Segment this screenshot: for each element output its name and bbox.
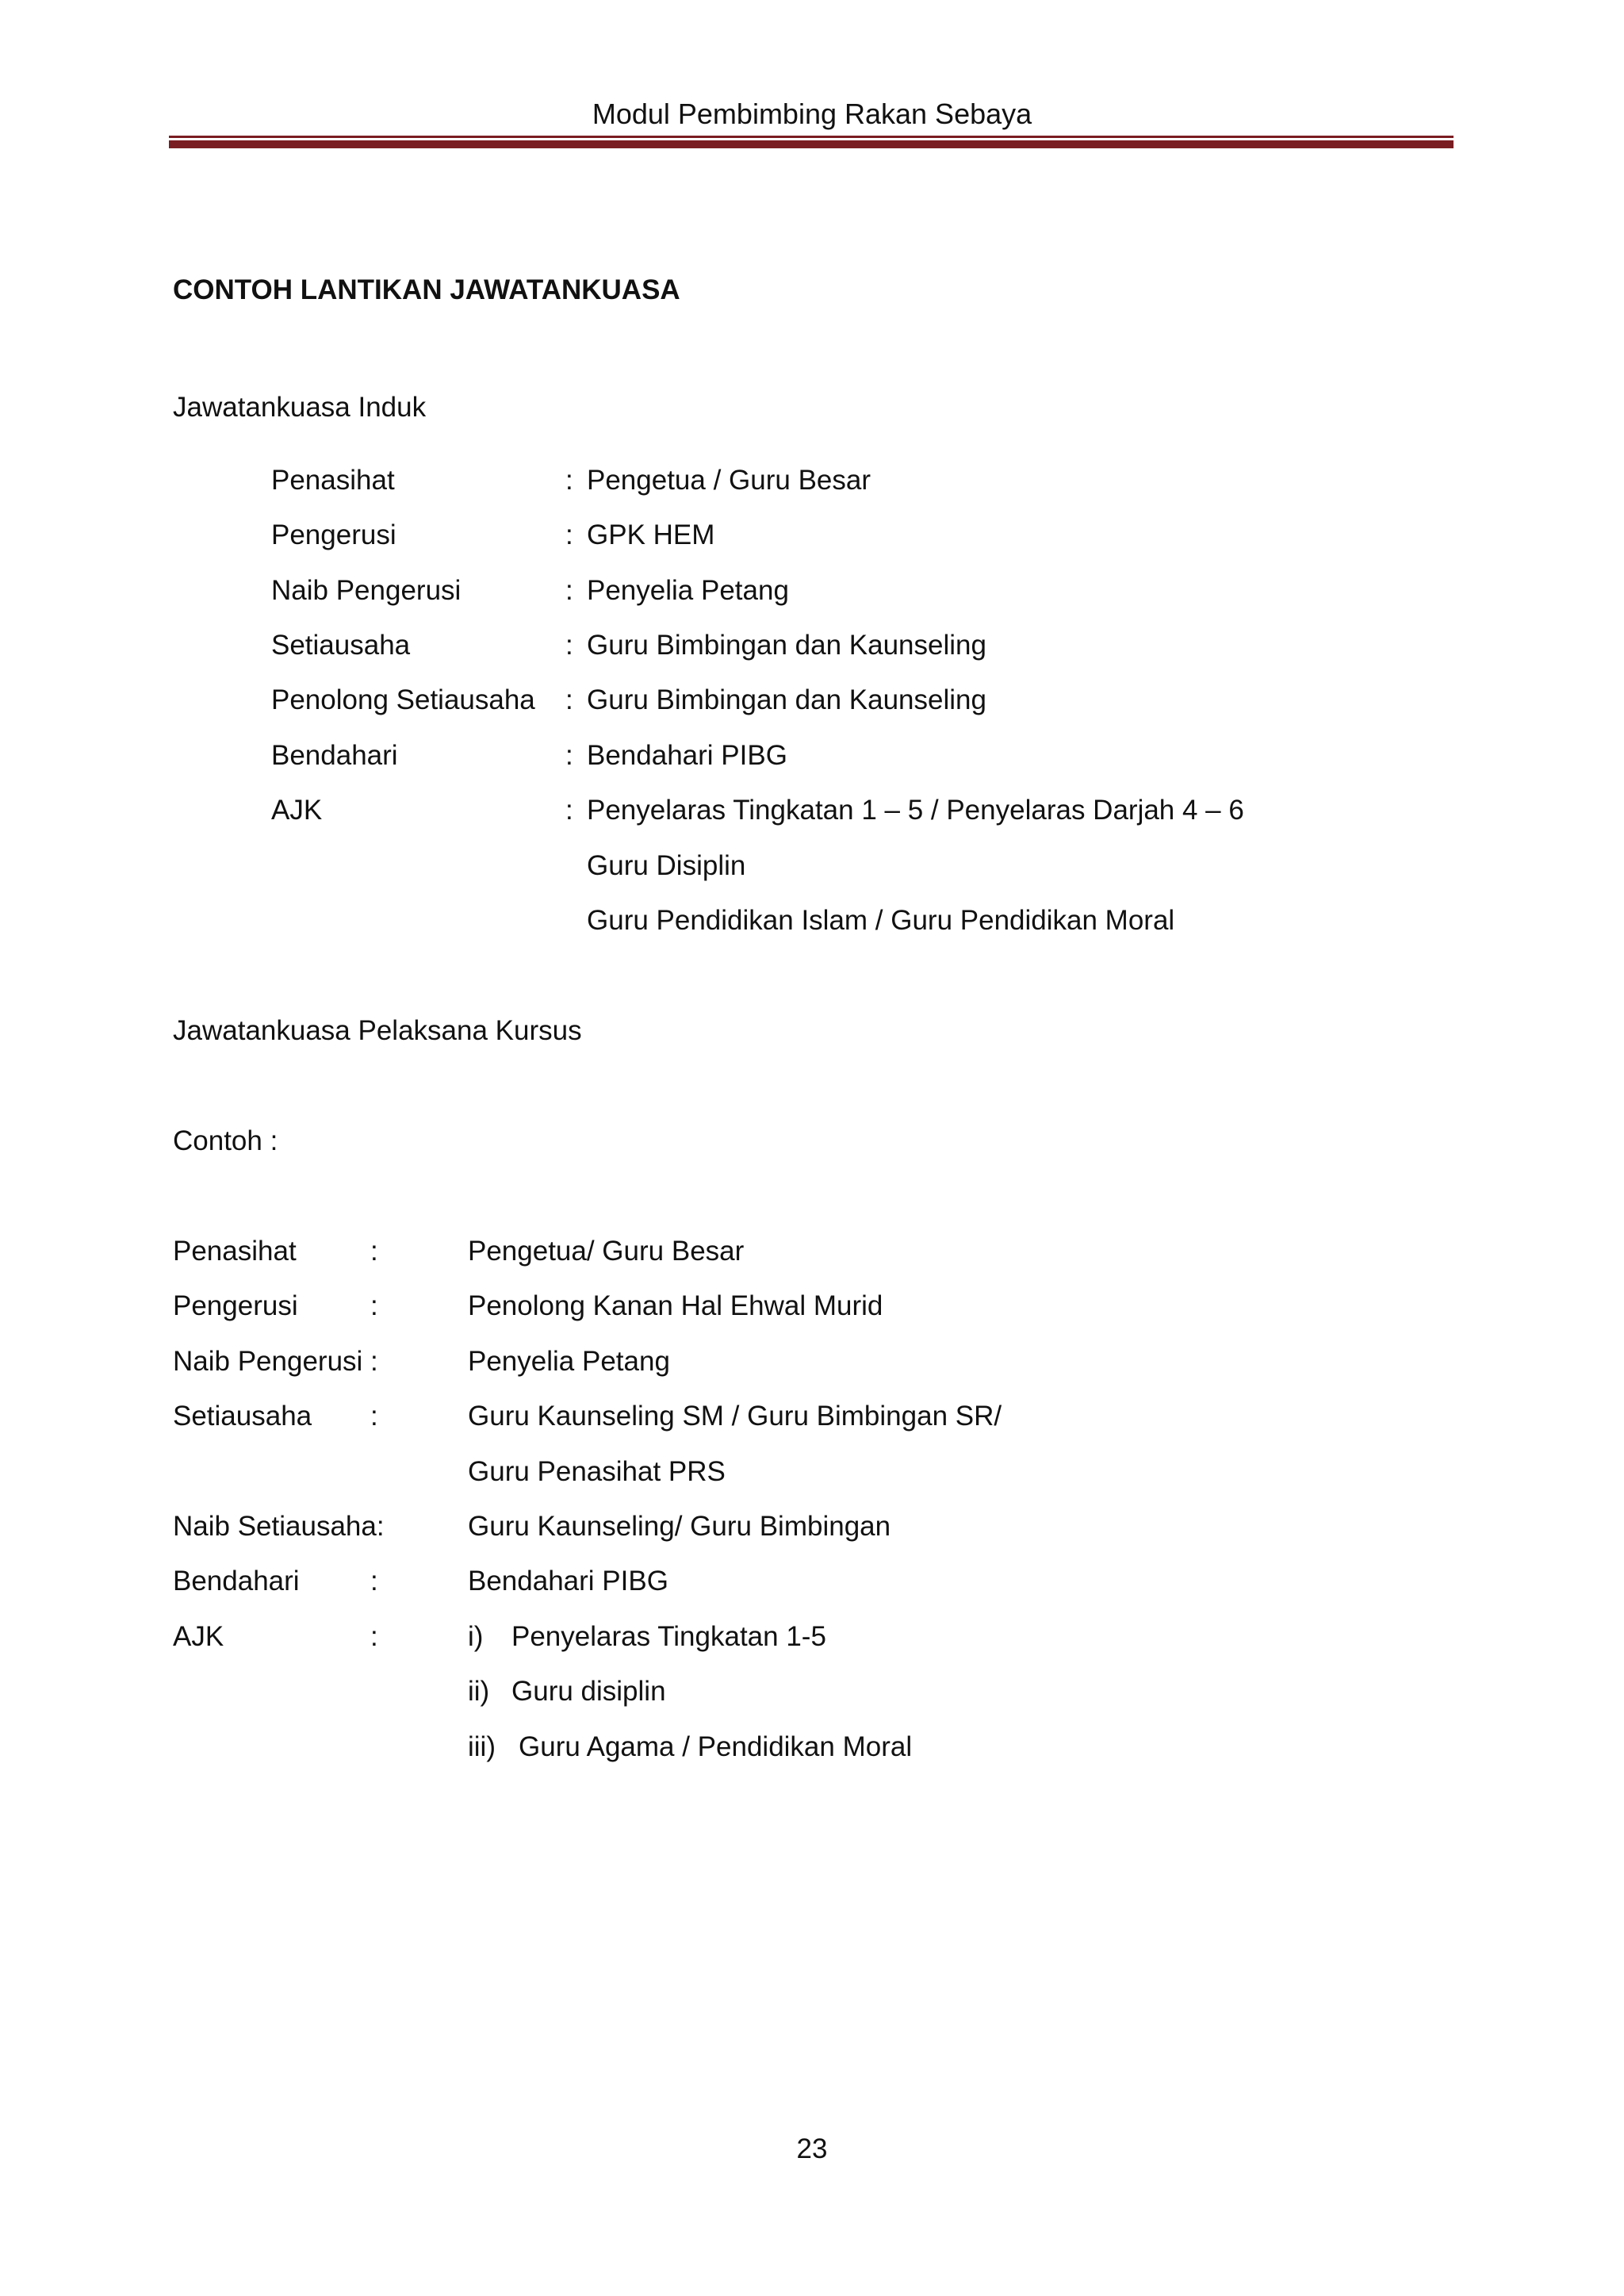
pelaksana-colon: : (370, 1621, 378, 1652)
induk-label: Pengerusi (271, 519, 396, 550)
induk-label: Setiausaha (271, 630, 411, 661)
pelaksana-label: Bendahari (173, 1566, 300, 1596)
induk-label: Bendahari (271, 740, 398, 771)
pelaksana-value-cont: Guru Penasihat PRS (468, 1456, 726, 1487)
induk-label: Naib Pengerusi (271, 575, 462, 606)
pelaksana-value: Pengetua/ Guru Besar (468, 1236, 745, 1267)
induk-value: Penyelaras Tingkatan 1 – 5 / Penyelaras Darjah 4 – 6 (587, 795, 1244, 826)
ajk-item-number: iii) (468, 1731, 496, 1762)
pelaksana-label: Pengerusi (173, 1290, 298, 1321)
pelaksana-label: AJK (173, 1621, 224, 1652)
induk-value: Bendahari PIBG (587, 740, 787, 771)
page-number: 23 (796, 2133, 828, 2164)
section-title-pelaksana: Jawatankuasa Pelaksana Kursus (173, 1015, 582, 1046)
pelaksana-colon: : (370, 1566, 378, 1596)
ajk-item-text: Guru Agama / Pendidikan Moral (519, 1731, 913, 1762)
induk-value: GPK HEM (587, 519, 715, 550)
pelaksana-colon: : (370, 1290, 378, 1321)
pelaksana-colon: : (370, 1236, 378, 1267)
induk-value: Pengetua / Guru Besar (587, 465, 871, 496)
induk-value: Guru Bimbingan dan Kaunseling (587, 630, 986, 661)
induk-colon: : (565, 575, 573, 606)
page-heading: CONTOH LANTIKAN JAWATANKUASA (173, 274, 680, 305)
induk-colon: : (565, 684, 573, 715)
ajk-list-item (468, 1674, 666, 1709)
pelaksana-colon: : (370, 1401, 378, 1432)
pelaksana-value: Penolong Kanan Hal Ehwal Murid (468, 1290, 883, 1321)
header-title: Modul Pembimbing Rakan Sebaya (592, 98, 1032, 130)
ajk-item-text: Penyelaras Tingkatan 1-5 (511, 1621, 826, 1652)
induk-colon: : (565, 465, 573, 496)
induk-colon: : (565, 740, 573, 771)
header-rule-thin (169, 136, 1454, 138)
induk-value: Guru Bimbingan dan Kaunseling (587, 684, 986, 715)
pelaksana-label: Naib Pengerusi (173, 1346, 363, 1377)
section-title-induk: Jawatankuasa Induk (173, 392, 427, 423)
example-label: Contoh : (173, 1125, 278, 1156)
induk-ajk-extra: Guru Disiplin (587, 850, 746, 881)
induk-colon: : (565, 630, 573, 661)
pelaksana-label: Penasihat (173, 1236, 297, 1267)
pelaksana-value: Guru Kaunseling SM / Guru Bimbingan SR/ (468, 1401, 1002, 1432)
ajk-item-text: Guru disiplin (511, 1676, 666, 1707)
ajk-list-item (468, 1619, 826, 1654)
pelaksana-value: Penyelia Petang (468, 1346, 670, 1377)
header-rule-thick (169, 140, 1454, 148)
induk-value: Penyelia Petang (587, 575, 789, 606)
induk-label: Penolong Setiausaha (271, 684, 535, 715)
induk-ajk-extra: Guru Pendidikan Islam / Guru Pendidikan Moral (587, 905, 1175, 936)
induk-label: Penasihat (271, 465, 395, 496)
ajk-item-number: i) (468, 1621, 484, 1652)
induk-label: AJK (271, 795, 323, 826)
ajk-list-item (468, 1730, 912, 1765)
pelaksana-label: Naib Setiausaha: (173, 1511, 385, 1542)
ajk-item-number: ii) (468, 1676, 490, 1707)
pelaksana-colon: : (370, 1346, 378, 1377)
pelaksana-value: Bendahari PIBG (468, 1566, 668, 1596)
induk-colon: : (565, 795, 573, 826)
pelaksana-label: Setiausaha (173, 1401, 312, 1432)
pelaksana-value: Guru Kaunseling/ Guru Bimbingan (468, 1511, 891, 1542)
induk-colon: : (565, 519, 573, 550)
